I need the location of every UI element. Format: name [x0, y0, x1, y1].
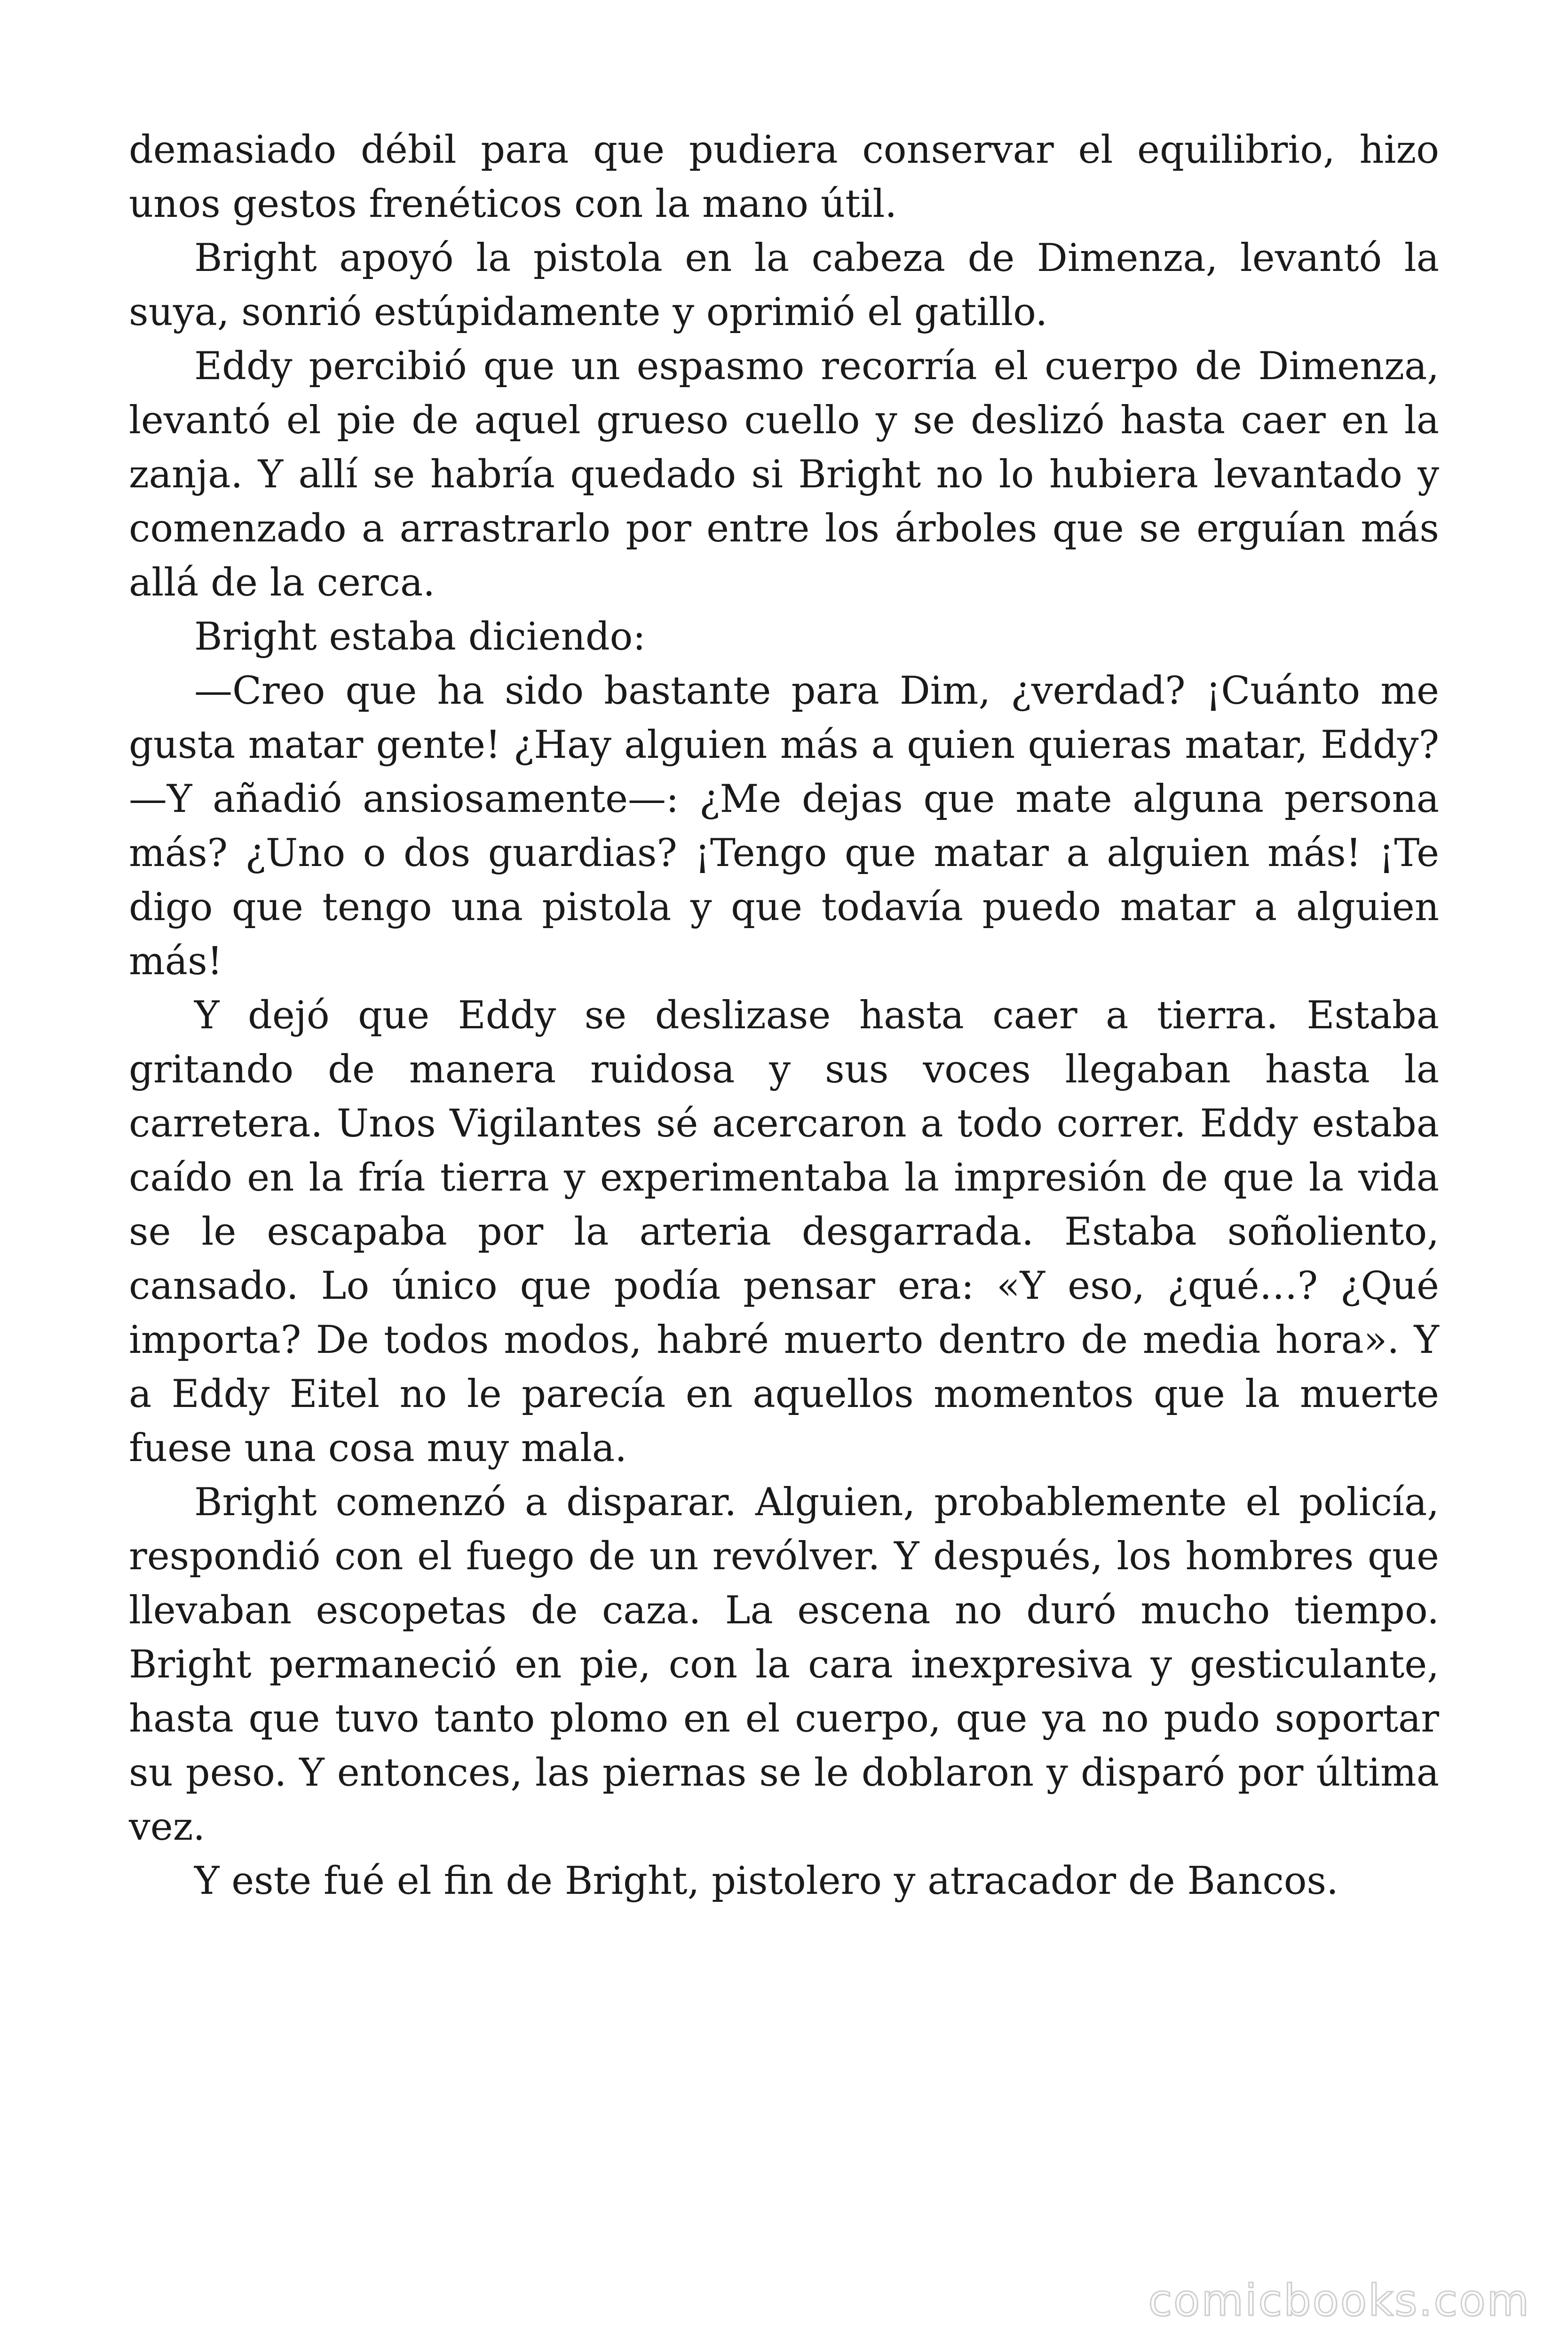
- paragraph-4: Bright estaba diciendo:: [194, 615, 646, 659]
- paragraph-2: Bright apoyó la pistola en la cabeza de Dimenza, levantó la suya, sonrió estúpidamente y oprimió el gatillo.: [129, 236, 1439, 334]
- paragraph-5: —Creo que ha sido bastante para Dim, ¿verdad? ¡Cuánto me gusta matar gente! ¿Hay alguien más a quien quieras matar, Eddy? —Y añadió ansiosamente—: ¿Me dejas que mate alguna persona más? ¿Uno o dos guardias? ¡Tengo que matar a alguien más! ¡Te digo que tengo una pistola y que todavía puedo matar a alguien más!: [129, 669, 1439, 984]
- paragraph-1: demasiado débil para que pudiera conservar el equilibrio, hizo unos gestos frenéticos con la mano útil.: [129, 128, 1439, 226]
- paragraph-3: Eddy percibió que un espasmo recorría el cuerpo de Dimenza, levantó el pie de aquel grueso cuello y se deslizó hasta caer en la zanja. Y allí se habría quedado si Bright no lo hubiera levantado y comenzado a arrastrarlo por entre los árboles que se erguían más allá de la cerca.: [129, 344, 1439, 605]
- watermark: comicbooks.com: [1148, 2275, 1530, 2326]
- paragraph-6: Y dejó que Eddy se deslizase hasta caer a tierra. Estaba gritando de manera ruidosa y sus voces llegaban hasta la carretera. Unos Vigilantes sé acercaron a todo correr. Eddy estaba caído en la fría tierra y experimentaba la impresión de que la vida se le escapaba por la arteria desgarrada. Estaba soñoliento, cansado. Lo único que podía pensar era: «Y eso, ¿qué…? ¿Qué importa? De todos modos, habré muerto dentro de media hora». Y a Eddy Eitel no le parecía en aquellos momentos que la muerte fuese una cosa muy mala.: [129, 993, 1439, 1470]
- page-body: [129, 123, 1439, 1908]
- paragraph-8: Y este fué el fin de Bright, pistolero y atracador de Bancos.: [194, 1859, 1338, 1903]
- paragraph-7: Bright comenzó a disparar. Alguien, probablemente el policía, respondió con el fuego de un revólver. Y después, los hombres que llevaban escopetas de caza. La escena no duró mucho tiempo. Bright permaneció en pie, con la cara inexpresiva y gesticulante, hasta que tuvo tanto plomo en el cuerpo, que ya no pudo soportar su peso. Y entonces, las piernas se le doblaron y disparó por última vez.: [129, 1480, 1439, 1849]
